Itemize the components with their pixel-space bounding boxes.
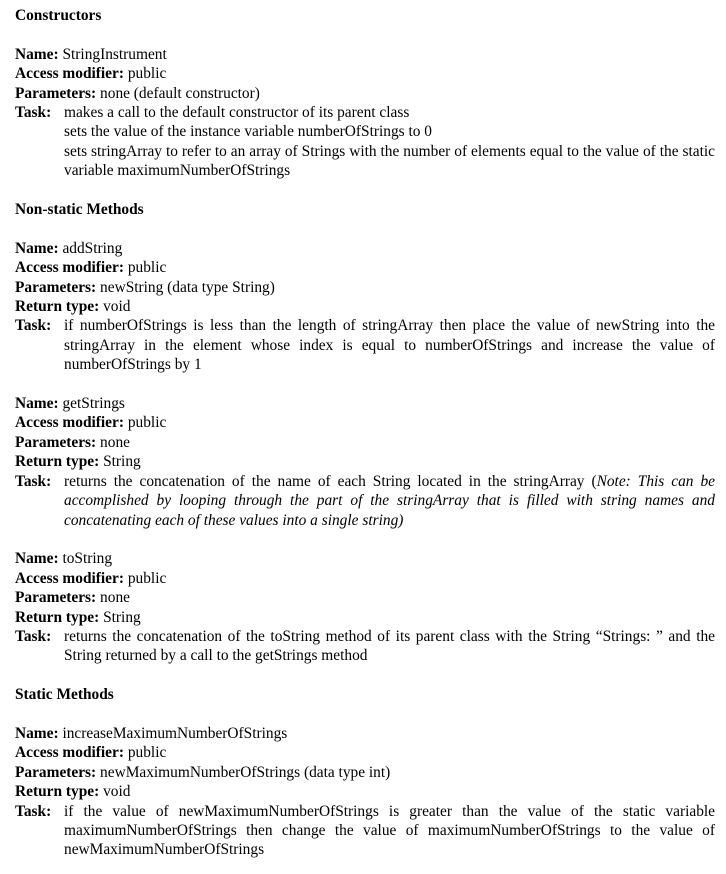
access-label: Access modifier: <box>15 744 124 762</box>
task-label: Task: <box>15 802 52 820</box>
method-name: increaseMaximumNumberOfStrings <box>62 724 288 742</box>
params-label: Parameters: <box>15 589 97 607</box>
name-label: Name: <box>15 724 59 742</box>
method-task-row <box>15 627 715 666</box>
method-access: public <box>127 569 167 587</box>
name-label: Name: <box>15 239 59 257</box>
name-label: Name: <box>15 45 59 63</box>
constructor-params: none (default constructor) <box>100 84 260 102</box>
task-label: Task: <box>15 472 52 490</box>
method-name-row <box>15 549 715 568</box>
method-name: addString <box>62 239 123 257</box>
constructor-access-row <box>15 64 715 83</box>
method-access-row <box>15 569 715 588</box>
constructor-task-step: sets the value of the instance variable numberOfStrings to 0 <box>64 123 432 141</box>
constructor-task-step: makes a call to the default constructor of its parent class <box>64 104 410 122</box>
task-label: Task: <box>15 627 52 645</box>
spacer <box>15 666 715 685</box>
method-name: getStrings <box>62 395 125 413</box>
method-access: public <box>127 744 167 762</box>
params-label: Parameters: <box>15 278 97 296</box>
constructor-name-row <box>15 45 715 64</box>
access-label: Access modifier: <box>15 259 124 277</box>
method-task-row <box>15 472 715 530</box>
method-params-row <box>15 278 715 297</box>
method-task: if the value of newMaximumNumberOfStrings is greater than the value of the static variable maximumNumberOfStrings then change the value of maximumNumberOfStrings to the value of newMaximumNumberOfStrings <box>64 802 715 859</box>
method-params-row <box>15 588 715 607</box>
method-access: public <box>127 259 167 277</box>
params-label: Parameters: <box>15 433 97 451</box>
access-label: Access modifier: <box>15 65 124 83</box>
method-spec-increasemaximumnumberofstrings <box>15 724 715 860</box>
constructor-access: public <box>127 65 167 83</box>
constructor-spec <box>15 45 715 181</box>
params-label: Parameters: <box>15 763 97 781</box>
method-name-row <box>15 724 715 743</box>
method-name-row <box>15 394 715 413</box>
method-name-row <box>15 239 715 258</box>
constructor-task-step: sets stringArray to refer to an array of Strings with the number of elements equal to the value of the static variable maximumNumberOfStrings <box>64 142 715 180</box>
constructor-params-row <box>15 84 715 103</box>
method-name: toString <box>62 550 113 568</box>
task-label: Task: <box>15 104 52 122</box>
constructor-task-steps <box>64 103 715 181</box>
method-spec-addstring <box>15 239 715 375</box>
spacer <box>15 530 715 549</box>
method-return: void <box>103 783 131 801</box>
return-label: Return type: <box>15 453 100 471</box>
method-task-row <box>15 802 715 860</box>
spacer <box>15 181 715 200</box>
constructor-task-row <box>15 103 715 181</box>
constructor-name: StringInstrument <box>62 45 167 63</box>
method-params: none <box>100 433 130 451</box>
method-access-row <box>15 413 715 432</box>
method-task-note: Note: This can be accomplished by looping through the part of the stringArray that is filled with string names and concatenating each of these values into a single string) <box>64 472 715 529</box>
method-spec-tostring <box>15 549 715 665</box>
method-access-row <box>15 258 715 277</box>
method-return: void <box>103 298 131 316</box>
name-label: Name: <box>15 550 59 568</box>
spacer <box>15 705 715 724</box>
method-spec-getstrings <box>15 394 715 530</box>
method-params: none <box>100 589 130 607</box>
spacer <box>15 25 715 44</box>
method-return-row <box>15 452 715 471</box>
method-params-row <box>15 433 715 452</box>
method-return-row <box>15 297 715 316</box>
method-params-row <box>15 763 715 782</box>
access-label: Access modifier: <box>15 569 124 587</box>
method-params: newString (data type String) <box>100 278 275 296</box>
method-access-row <box>15 743 715 762</box>
method-task: returns the concatenation of the name of each String located in the stringArray ( <box>64 472 597 490</box>
method-task: if numberOfStrings is less than the length of stringArray then place the value of newString into the stringArray in the element whose index is equal to numberOfStrings and increase the value of numberOfStrings by 1 <box>64 317 715 374</box>
name-label: Name: <box>15 395 59 413</box>
static-heading: Static Methods <box>15 686 114 704</box>
return-label: Return type: <box>15 783 100 801</box>
method-task-row <box>15 316 715 374</box>
method-access: public <box>127 414 167 432</box>
return-label: Return type: <box>15 608 100 626</box>
spacer <box>15 375 715 394</box>
method-return: String <box>103 608 141 626</box>
access-label: Access modifier: <box>15 414 124 432</box>
method-return-row <box>15 782 715 801</box>
params-label: Parameters: <box>15 84 97 102</box>
spacer <box>15 219 715 238</box>
constructors-heading: Constructors <box>15 7 102 24</box>
task-label: Task: <box>15 317 52 335</box>
method-return-row <box>15 608 715 627</box>
method-params: newMaximumNumberOfStrings (data type int) <box>100 763 391 781</box>
return-label: Return type: <box>15 298 100 316</box>
non-static-heading: Non-static Methods <box>15 201 144 219</box>
method-task: returns the concatenation of the toString method of its parent class with the String “Strings: ” and the String returned by a call to the getStrings method <box>64 627 715 665</box>
method-return: String <box>103 453 141 471</box>
